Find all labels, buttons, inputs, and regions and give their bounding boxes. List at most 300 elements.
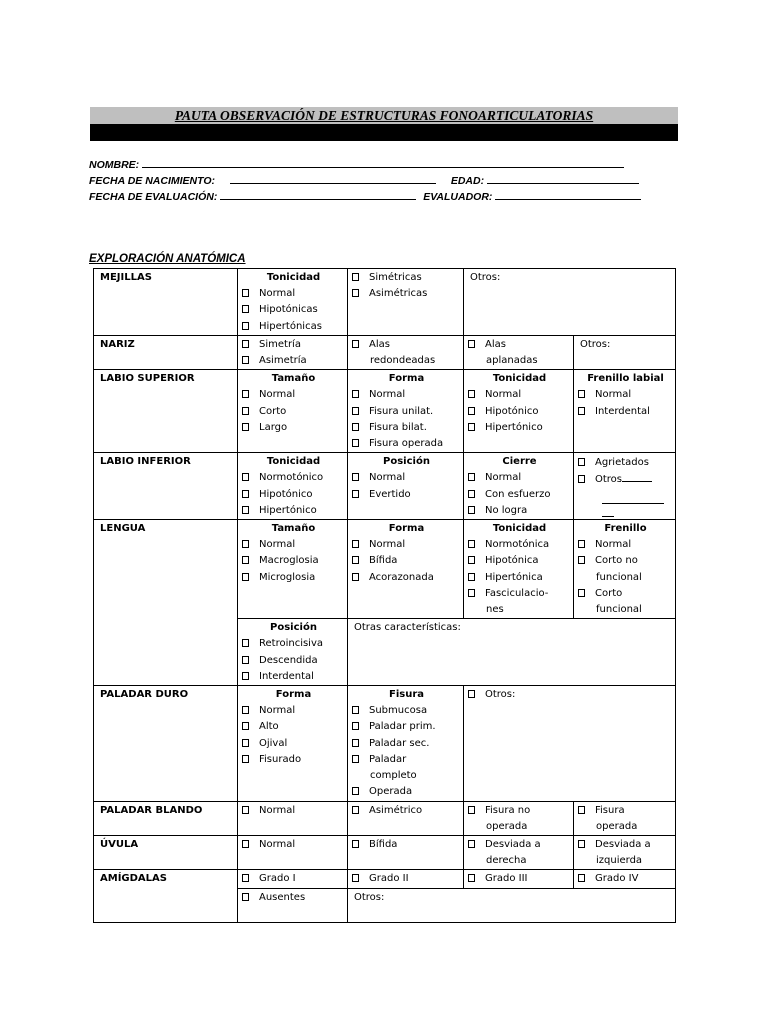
amigdalas-grado1-cell [238, 870, 348, 888]
option-label: Fisura bilat. [369, 421, 427, 433]
labio-sup-frenillo-cell [574, 370, 676, 453]
checkbox[interactable] [242, 806, 249, 814]
checkbox[interactable] [352, 755, 359, 763]
labio-sup-tonicidad-cell [464, 370, 574, 453]
option[interactable] [578, 586, 673, 602]
option-label: Simetría [259, 338, 301, 350]
lengua-posicion-cell [238, 619, 348, 686]
option-label: Grado I [259, 873, 296, 885]
column-header: Posición [383, 456, 430, 468]
checkbox[interactable] [578, 407, 585, 415]
lengua-tamano-cell [238, 520, 348, 619]
anatomy-table [93, 268, 676, 923]
option[interactable] [352, 470, 461, 486]
nariz-alas-aplanadas-cell [464, 335, 574, 369]
option[interactable] [468, 837, 571, 853]
option-label: Asimétrico [369, 804, 423, 816]
checkbox[interactable] [468, 589, 475, 597]
evaluador-label: EVALUADOR: [423, 191, 493, 203]
checkbox[interactable] [242, 722, 249, 730]
option[interactable] [242, 703, 345, 719]
option-label: Corto [595, 587, 623, 599]
checkbox[interactable] [578, 390, 585, 398]
checkbox[interactable] [578, 556, 585, 564]
option[interactable] [242, 553, 345, 569]
checkbox[interactable] [468, 840, 475, 848]
checkbox[interactable] [242, 423, 249, 431]
option-label: Normal [259, 389, 296, 401]
option-label: Normal [485, 389, 522, 401]
option[interactable] [352, 270, 461, 286]
uvula-desviada-izquierda-cell [574, 835, 676, 869]
checkbox[interactable] [468, 506, 475, 514]
column-header: Cierre [502, 456, 537, 468]
checkbox[interactable] [242, 874, 249, 882]
option[interactable] [468, 537, 571, 553]
checkbox[interactable] [242, 556, 249, 564]
option-label: Corto [259, 405, 287, 417]
option-label: Alas [485, 338, 506, 350]
checkbox[interactable] [578, 840, 585, 848]
lengua-forma-cell [348, 520, 464, 619]
otros-blank[interactable] [602, 489, 664, 504]
fecha-evaluacion-line [89, 189, 641, 204]
option-label: Hipertónico [485, 421, 543, 433]
checkbox[interactable] [468, 490, 475, 498]
option-label: Normotónica [485, 539, 550, 551]
option[interactable] [242, 387, 345, 403]
title-black-bar [90, 124, 678, 141]
option[interactable] [352, 719, 461, 735]
option[interactable] [242, 286, 345, 302]
option[interactable] [352, 436, 461, 452]
option-label: Corto no [595, 555, 638, 567]
checkbox[interactable] [578, 806, 585, 814]
option[interactable] [242, 470, 345, 486]
option-label: Hipertónica [485, 571, 543, 583]
checkbox[interactable] [352, 840, 359, 848]
option-label: Alto [259, 721, 279, 733]
labio-inf-posicion-cell [348, 453, 464, 520]
checkbox[interactable] [468, 407, 475, 415]
checkbox[interactable] [242, 573, 249, 581]
table-row-labio-superior [94, 370, 676, 453]
option-label: Normal [369, 472, 406, 484]
edad-label: EDAD: [450, 175, 485, 187]
nombre-line [89, 157, 624, 172]
column-header: Tamaño [271, 523, 316, 535]
option[interactable] [578, 553, 673, 569]
paladar-blando-fisura-no-cell [464, 801, 574, 835]
checkbox[interactable] [242, 322, 249, 330]
option[interactable] [242, 302, 345, 318]
option-label: Evertido [369, 488, 411, 500]
option[interactable] [352, 286, 461, 302]
option-text-cont: izquierda [596, 855, 643, 867]
option-label: Interdental [595, 405, 650, 417]
option-label: No logra [485, 504, 528, 516]
option[interactable] [352, 752, 461, 768]
option-label: Paladar prim. [369, 721, 436, 733]
option[interactable] [352, 803, 461, 819]
column-header: Forma [275, 689, 312, 701]
checkbox[interactable] [242, 340, 249, 348]
checkbox[interactable] [352, 423, 359, 431]
option[interactable] [352, 736, 461, 752]
option-label: Hipotónico [485, 405, 539, 417]
checkbox[interactable] [578, 458, 585, 466]
option-label: Descendida [259, 654, 318, 666]
option[interactable] [578, 455, 673, 471]
option-label: Interdental [259, 670, 314, 682]
option-label: Normal [259, 804, 296, 816]
labio-inf-tonicidad-cell [238, 453, 348, 520]
checkbox[interactable] [242, 672, 249, 680]
checkbox[interactable] [242, 305, 249, 313]
checkbox[interactable] [578, 540, 585, 548]
option-text-cont: redondeadas [370, 355, 436, 367]
table-row-nariz [94, 335, 676, 369]
option-label: Normal [259, 705, 296, 717]
row-label: LENGUA [94, 520, 238, 686]
paladar-blando-asimetrico-cell [348, 801, 464, 835]
option-label: Hipotónicas [259, 304, 318, 316]
option-label: Normal [595, 389, 632, 401]
checkbox[interactable] [468, 340, 475, 348]
option[interactable] [468, 586, 571, 602]
option-label: Paladar sec. [369, 737, 430, 749]
checkbox[interactable] [352, 806, 359, 814]
checkbox[interactable] [242, 506, 249, 514]
column-header: Fisura [388, 689, 424, 701]
option[interactable] [242, 337, 345, 353]
checkbox[interactable] [468, 556, 475, 564]
table-row-uvula [94, 835, 676, 869]
option-label: Fisura operada [369, 438, 444, 450]
option-label: Fasciculacio- [485, 587, 549, 599]
option-label: Normal [369, 389, 406, 401]
option-label: Hipertónico [259, 504, 317, 516]
column-header: Tonicidad [492, 523, 547, 535]
option[interactable] [352, 337, 461, 353]
option-label: Fisura unilat. [369, 405, 434, 417]
checkbox[interactable] [468, 806, 475, 814]
option-label: Hipotónica [485, 555, 539, 567]
option-label: Grado II [369, 873, 409, 885]
option[interactable] [242, 669, 345, 685]
option[interactable] [578, 387, 673, 403]
checkbox[interactable] [242, 706, 249, 714]
option-label: Normal [369, 539, 406, 551]
checkbox[interactable] [468, 473, 475, 481]
checkbox[interactable] [468, 390, 475, 398]
checkbox[interactable] [352, 473, 359, 481]
row-label: PALADAR DURO [94, 686, 238, 801]
lengua-frenillo-cell [574, 520, 676, 619]
checkbox[interactable] [352, 739, 359, 747]
option[interactable] [242, 719, 345, 735]
checkbox[interactable] [242, 356, 249, 364]
uvula-normal-cell [238, 835, 348, 869]
checkbox[interactable] [242, 840, 249, 848]
option-label: Normal [595, 539, 632, 551]
nariz-otros-cell[interactable] [574, 335, 676, 369]
option[interactable] [578, 871, 673, 887]
column-header: Tonicidad [492, 373, 547, 385]
checkbox[interactable] [352, 722, 359, 730]
option[interactable] [468, 553, 571, 569]
option[interactable] [578, 537, 673, 553]
checkbox[interactable] [468, 573, 475, 581]
option[interactable] [468, 387, 571, 403]
option[interactable] [352, 784, 461, 800]
option-text-cont: operada [486, 820, 528, 832]
checkbox[interactable] [242, 639, 249, 647]
option[interactable] [352, 387, 461, 403]
fecha-evaluacion-field[interactable] [220, 189, 416, 200]
option[interactable] [578, 471, 673, 488]
option-label: Otros [595, 474, 623, 486]
amigdalas-otros-cell[interactable] [348, 888, 676, 922]
option-label: Retroincisiva [259, 638, 324, 650]
option-label: Fisura [595, 804, 625, 816]
row-label: PALADAR BLANDO [94, 801, 238, 835]
option[interactable] [352, 420, 461, 436]
checkbox[interactable] [352, 706, 359, 714]
checkbox[interactable] [352, 556, 359, 564]
option-text-cont: aplanadas [486, 355, 538, 367]
option[interactable] [352, 871, 461, 887]
option[interactable] [242, 653, 345, 669]
option-label: Bífida [369, 838, 398, 850]
fecha-evaluacion-label: FECHA DE EVALUACIÓN: [89, 191, 218, 203]
otros-blank[interactable] [622, 471, 652, 482]
amigdalas-grado3-cell [464, 870, 574, 888]
option[interactable] [242, 420, 345, 436]
mejillas-tonicidad-cell [238, 269, 348, 336]
option-label: Normal [485, 472, 522, 484]
option[interactable] [242, 636, 345, 652]
mejillas-simetria-cell [348, 269, 464, 336]
option-label: Microglosia [259, 571, 316, 583]
lengua-otras-cell[interactable] [348, 619, 676, 686]
amigdalas-grado4-cell [574, 870, 676, 888]
option-label: Alas [369, 338, 390, 350]
checkbox[interactable] [352, 439, 359, 447]
checkbox[interactable] [242, 289, 249, 297]
option[interactable] [352, 703, 461, 719]
option-label: Ausentes [259, 891, 306, 903]
row-label: LABIO SUPERIOR [94, 370, 238, 453]
otras-caracteristicas-label: Otras características: [354, 622, 461, 634]
checkbox[interactable] [352, 289, 359, 297]
option-label: Hipotónico [259, 488, 313, 500]
checkbox[interactable] [468, 540, 475, 548]
option[interactable] [242, 890, 345, 906]
option-label: Hipertónicas [259, 320, 322, 332]
column-header: Forma [388, 373, 425, 385]
option[interactable] [468, 470, 571, 486]
option-label: Bífida [369, 555, 398, 567]
option-text-cont: completo [370, 770, 417, 782]
option-label: Desviada a [595, 838, 651, 850]
checkbox[interactable] [352, 390, 359, 398]
checkbox[interactable] [242, 490, 249, 498]
row-label: NARIZ [94, 335, 238, 369]
option[interactable] [468, 570, 571, 586]
mejillas-otros-cell[interactable] [464, 269, 676, 336]
option[interactable] [242, 487, 345, 503]
option[interactable] [352, 570, 461, 586]
option-text-cont: funcional [596, 604, 642, 616]
option[interactable] [242, 503, 345, 519]
column-header: Frenillo [604, 523, 647, 535]
checkbox[interactable] [578, 589, 585, 597]
option[interactable] [468, 487, 571, 503]
otros-blank[interactable] [602, 504, 614, 517]
otros-label: Otros: [580, 338, 611, 350]
column-header: Frenillo labial [587, 373, 664, 385]
option[interactable] [242, 319, 345, 335]
checkbox[interactable] [242, 739, 249, 747]
table-row-labio-inferior [94, 453, 676, 520]
option[interactable] [242, 570, 345, 586]
otros-label: Otros: [470, 272, 501, 283]
checkbox[interactable] [578, 874, 585, 882]
option[interactable] [242, 736, 345, 752]
option[interactable] [242, 871, 345, 887]
uvula-desviada-derecha-cell [464, 835, 574, 869]
nombre-field[interactable] [142, 157, 624, 168]
checkbox[interactable] [242, 540, 249, 548]
checkbox[interactable] [242, 755, 249, 763]
option[interactable] [468, 503, 571, 519]
checkbox[interactable] [242, 893, 249, 901]
option[interactable] [468, 420, 571, 436]
lengua-tonicidad-cell [464, 520, 574, 619]
option[interactable] [242, 803, 345, 819]
checkbox[interactable] [468, 874, 475, 882]
option-label: Otros: [485, 689, 516, 701]
table-row-paladar-duro [94, 686, 676, 801]
uvula-bifida-cell [348, 835, 464, 869]
option-text-cont: operada [596, 820, 638, 832]
option-label: Operada [369, 786, 413, 798]
checkbox[interactable] [352, 540, 359, 548]
option[interactable] [468, 404, 571, 420]
option-label: Asimetría [259, 355, 307, 367]
option[interactable] [352, 404, 461, 420]
option-text-cont: nes [486, 604, 504, 616]
paladar-blando-fisura-op-cell [574, 801, 676, 835]
option[interactable] [578, 404, 673, 420]
nariz-alas-redondeadas-cell [348, 335, 464, 369]
labio-inf-otros-cell [574, 453, 676, 520]
option-label: Largo [259, 421, 288, 433]
option[interactable] [468, 337, 571, 353]
checkbox[interactable] [352, 573, 359, 581]
paladar-duro-otros-cell [464, 686, 676, 801]
checkbox[interactable] [352, 787, 359, 795]
checkbox[interactable] [468, 690, 475, 698]
checkbox[interactable] [352, 273, 359, 281]
table-row-paladar-blando [94, 801, 676, 835]
checkbox[interactable] [468, 423, 475, 431]
option-label: Con esfuerzo [485, 488, 551, 500]
option[interactable] [242, 404, 345, 420]
checkbox[interactable] [352, 490, 359, 498]
checkbox[interactable] [352, 874, 359, 882]
section-title: EXPLORACIÓN ANATÓMICA [89, 253, 246, 265]
option-label: Grado III [485, 873, 528, 885]
option-label: Desviada a [485, 838, 541, 850]
nariz-simetria-cell [238, 335, 348, 369]
checkbox[interactable] [352, 407, 359, 415]
option-label: Submucosa [369, 705, 428, 717]
checkbox[interactable] [242, 473, 249, 481]
row-label: AMÍGDALAS [94, 870, 238, 922]
option-label: Macroglosia [259, 555, 319, 567]
row-label: MEJILLAS [94, 269, 238, 336]
paladar-duro-fisura-cell [348, 686, 464, 801]
table-row-mejillas [94, 269, 676, 336]
option[interactable] [468, 687, 673, 703]
option-label: Normal [259, 539, 296, 551]
labio-sup-forma-cell [348, 370, 464, 453]
checkbox[interactable] [578, 475, 585, 483]
option[interactable] [468, 803, 571, 819]
option[interactable] [578, 837, 673, 853]
checkbox[interactable] [242, 407, 249, 415]
labio-inf-cierre-cell [464, 453, 574, 520]
paladar-duro-forma-cell [238, 686, 348, 801]
column-header: Tonicidad [266, 456, 321, 468]
option[interactable] [242, 837, 345, 853]
option[interactable] [468, 871, 571, 887]
form-title: PAUTA OBSERVACIÓN DE ESTRUCTURAS FONOARTICULATORIAS [90, 107, 678, 124]
option-label: Acorazonada [369, 571, 434, 583]
option[interactable] [242, 537, 345, 553]
option[interactable] [578, 803, 673, 819]
option-label: Normal [259, 288, 296, 300]
table-row-amigdalas [94, 870, 676, 888]
nombre-label: NOMBRE: [89, 159, 140, 171]
amigdalas-ausentes-cell [238, 888, 348, 922]
checkbox[interactable] [242, 656, 249, 664]
fecha-nacimiento-line [89, 173, 639, 188]
option[interactable] [242, 752, 345, 768]
option-label: Normal [259, 838, 296, 850]
option-label: Ojival [259, 737, 288, 749]
table-row-lengua [94, 520, 676, 619]
edad-field[interactable] [487, 173, 639, 184]
option[interactable] [352, 837, 461, 853]
option-label: Asimétricas [369, 288, 428, 300]
option[interactable] [352, 487, 461, 503]
row-label: LABIO INFERIOR [94, 453, 238, 520]
option[interactable] [242, 353, 345, 369]
column-header: Tamaño [271, 373, 316, 385]
option-text-cont: funcional [596, 571, 642, 583]
checkbox[interactable] [352, 340, 359, 348]
checkbox[interactable] [242, 390, 249, 398]
row-label: ÚVULA [94, 835, 238, 869]
otros-label: Otros: [354, 891, 385, 903]
evaluador-field[interactable] [495, 189, 641, 200]
fecha-nacimiento-field[interactable] [230, 173, 436, 184]
option[interactable] [352, 553, 461, 569]
option[interactable] [352, 537, 461, 553]
